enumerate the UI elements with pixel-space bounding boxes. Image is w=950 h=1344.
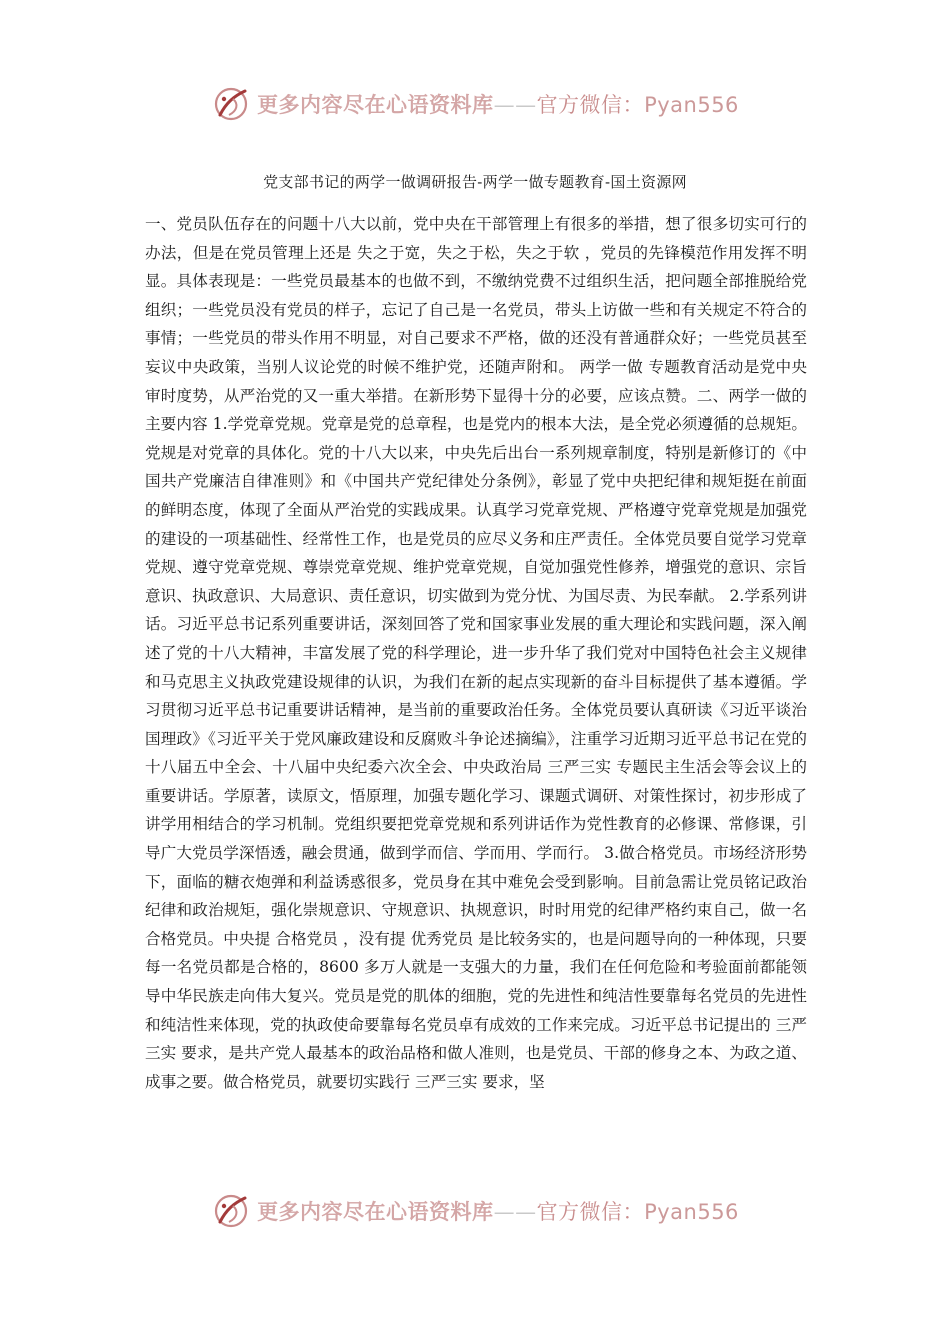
watermark-main: 更多内容尽在心语资料库 [257,1200,494,1224]
watermark-label: 官方微信： [536,93,645,117]
watermark-wechat-id: Pyan556 [644,1200,739,1224]
footer-watermark-banner [0,1186,950,1236]
watermark-text [257,89,739,119]
brand-logo-icon [211,1191,251,1231]
brand-logo-icon [211,84,251,124]
header-watermark-banner [0,79,950,129]
document-title: 党支部书记的两学一做调研报告-两学一做专题教育-国土资源网 [263,173,687,191]
watermark-wechat-id: Pyan556 [644,93,739,117]
watermark-text [257,1196,739,1226]
watermark-main: 更多内容尽在心语资料库 [257,93,494,117]
watermark-dash: —— [493,1200,537,1224]
watermark-dash: —— [493,93,537,117]
watermark-label: 官方微信： [536,1200,645,1224]
document-body: 一、党员队伍存在的问题十八大以前，党中央在干部管理上有很多的举措，想了很多切实可行的办法，但是在党员管理上还是 失之于宽，失之于松，失之于软 ，党员的先锋模范作用发挥不明显。具体表现是：一些党员最基本的也做不到，不缴纳党费不过组织生活，把问题全部推脱给党组织；一些党员没有党员的样子，忘记了自己是一名党员，带头上访做一些和有关规定不符合的事情；一些党员的带头作用不明显，对自己要求不严格，做的还没有普通群众好；一些党员甚至妄议中央政策，当别人议论党的时候不维护党，还随声附和。 两学一做 专题教育活动是党中央审时度势，从严治党的又一重大举措。在新形势下显得十分的必要，应该点赞。二、两学一做的主要内容 1.学党章党规。党章是党的总章程，也是党内的根本大法，是全党必须遵循的总规矩。党规是对党章的具体化。党的十八大以来，中央先后出台一系列规章制度，特别是新修订的《中国共产党廉洁自律准则》和《中国共产党纪律处分条例》，彰显了党中央把纪律和规矩挺在前面的鲜明态度，体现了全面从严治党的实践成果。认真学习党章党规、严格遵守党章党规是加强党的建设的一项基础性、经常性工作，也是党员的应尽义务和庄严责任。全体党员要自觉学习党章党规、遵守党章党规、尊崇党章党规、维护党章党规，自觉加强党性修养，增强党的意识、宗旨意识、执政意识、大局意识、责任意识，切实做到为党分忧、为国尽责、为民奉献。 2.学系列讲话。习近平总书记系列重要讲话，深刻回答了党和国家事业发展的重大理论和实践问题，深入阐述了党的十八大精神，丰富发展了党的科学理论，进一步升华了我们党对中国特色社会主义规律和马克思主义执政党建设规律的认识，为我们在新的起点实现新的奋斗目标提供了基本遵循。学习贯彻习近平总书记重要讲话精神，是当前的重要政治任务。全体党员要认真研读《习近平谈治国理政》《习近平关于党风廉政建设和反腐败斗争论述摘编》，注重学习近期习近平总书记在党的十八届五中全会、十八届中央纪委六次全会、中央政治局 三严三实 专题民主生活会等会议上的重要讲话。学原著，读原文，悟原理，加强专题化学习、课题式调研、对策性探讨，初步形成了讲学用相结合的学习机制。党组织要把党章党规和系列讲话作为党性教育的必修课、常修课，引导广大党员学深悟透，融会贯通，做到学而信、学而用、学而行。 3.做合格党员。市场经济形势下，面临的糖衣炮弹和利益诱惑很多，党员身在其中难免会受到影响。目前急需让党员铭记政治纪律和政治规矩，强化崇规意识、守规意识、执规意识，时时用党的纪律严格约束自己，做一名合格党员。中央提 合格党员 ，没有提 优秀党员 是比较务实的，也是问题导向的一种体现，只要每一名党员都是合格的，8600 多万人就是一支强大的力量，我们在任何危险和考验面前都能领导中华民族走向伟大复兴。党员是党的肌体的细胞，党的先进性和纯洁性要靠每名党员的先进性和纯洁性来体现，党的执政使命要靠每名党员卓有成效的工作来完成。习近平总书记提出的 三严三实 要求，是共产党人最基本的政治品格和做人准则，也是党员、干部的修身之本、为政之道、成事之要。做合格党员，就要切实践行 三严三实 要求，坚 [145,215,807,1091]
